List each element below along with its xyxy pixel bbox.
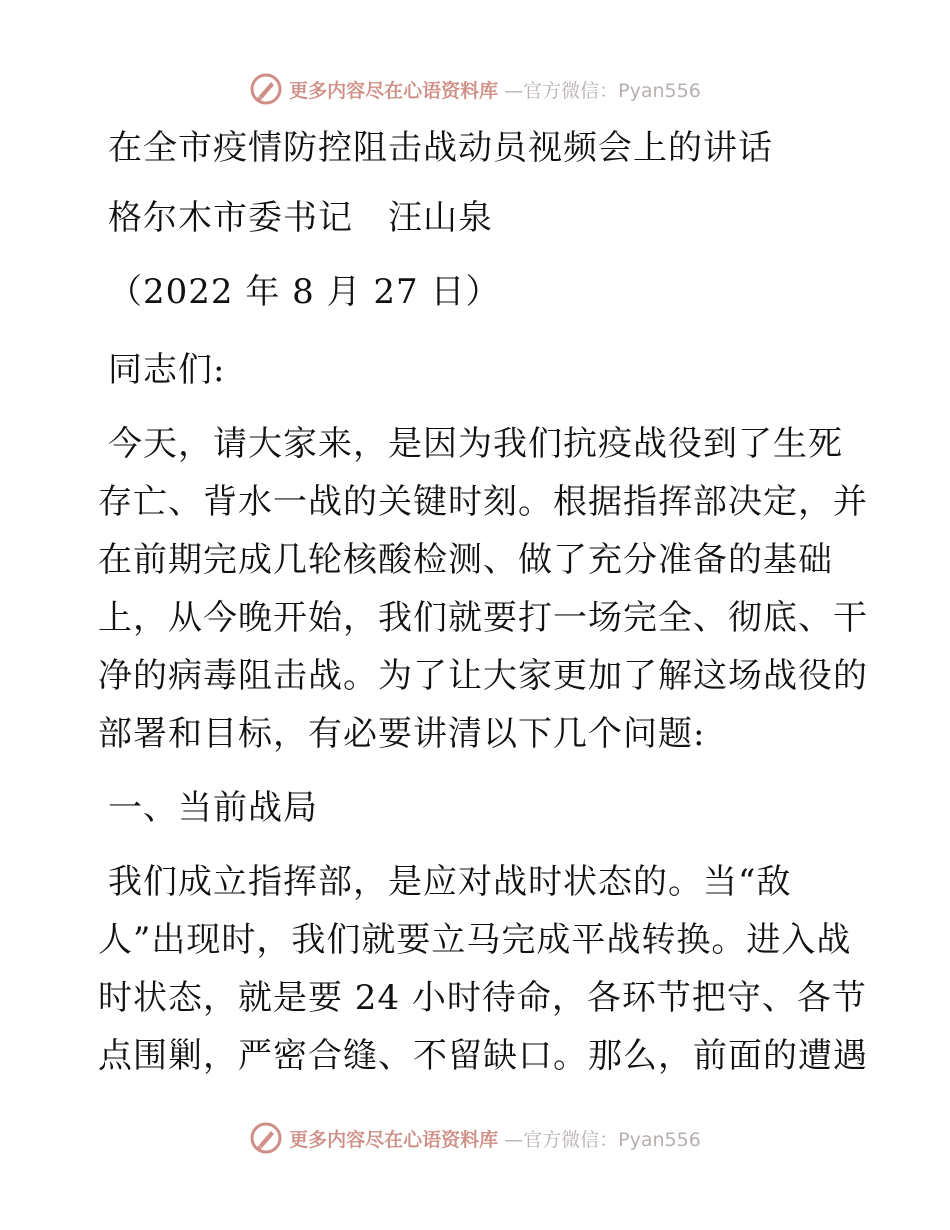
header-watermark xyxy=(0,72,950,106)
paragraph-line: 部署和目标，有必要讲清以下几个问题: xyxy=(98,714,706,754)
section-heading: 一、当前战局 xyxy=(108,788,318,828)
paragraph-line: 存亡、背水一战的关键时刻。根据指挥部决定，并 xyxy=(98,482,868,522)
paragraph-line: 上，从今晚开始，我们就要打一场完全、彻底、干 xyxy=(98,598,868,638)
pen-logo-icon xyxy=(249,1121,283,1155)
paragraph-line: 今天，请大家来，是因为我们抗疫战役到了生死 xyxy=(108,424,843,464)
paragraph-line: 点围剿，严密合缝、不留缺口。那么，前面的遭遇 xyxy=(98,1036,868,1076)
watermark-main-text: 更多内容尽在心语资料库 xyxy=(289,1128,499,1151)
paragraph-line: 人”出现时，我们就要立马完成平战转换。进入战 xyxy=(98,920,852,960)
paragraph-line: 时状态，就是要 24 小时待命，各环节把守、各节 xyxy=(98,978,867,1018)
document-author: 格尔木市委书记 汪山泉 xyxy=(108,198,493,238)
pen-logo-icon xyxy=(249,72,283,106)
watermark-main-text: 更多内容尽在心语资料库 xyxy=(289,79,499,102)
salutation: 同志们: xyxy=(108,350,226,390)
paragraph-line: 净的病毒阻击战。为了让大家更加了解这场战役的 xyxy=(98,656,868,696)
paragraph-line: 在前期完成几轮核酸检测、做了充分准备的基础 xyxy=(98,540,833,580)
document-date: （2022 年 8 月 27 日） xyxy=(108,272,501,312)
watermark-sub-text: —官方微信：Pyan556 xyxy=(504,1128,701,1151)
document-title: 在全市疫情防控阻击战动员视频会上的讲话 xyxy=(108,128,773,168)
footer-watermark xyxy=(0,1121,950,1155)
paragraph-line: 我们成立指挥部，是应对战时状态的。当“敌 xyxy=(108,862,792,902)
watermark-sub-text: —官方微信：Pyan556 xyxy=(504,79,701,102)
